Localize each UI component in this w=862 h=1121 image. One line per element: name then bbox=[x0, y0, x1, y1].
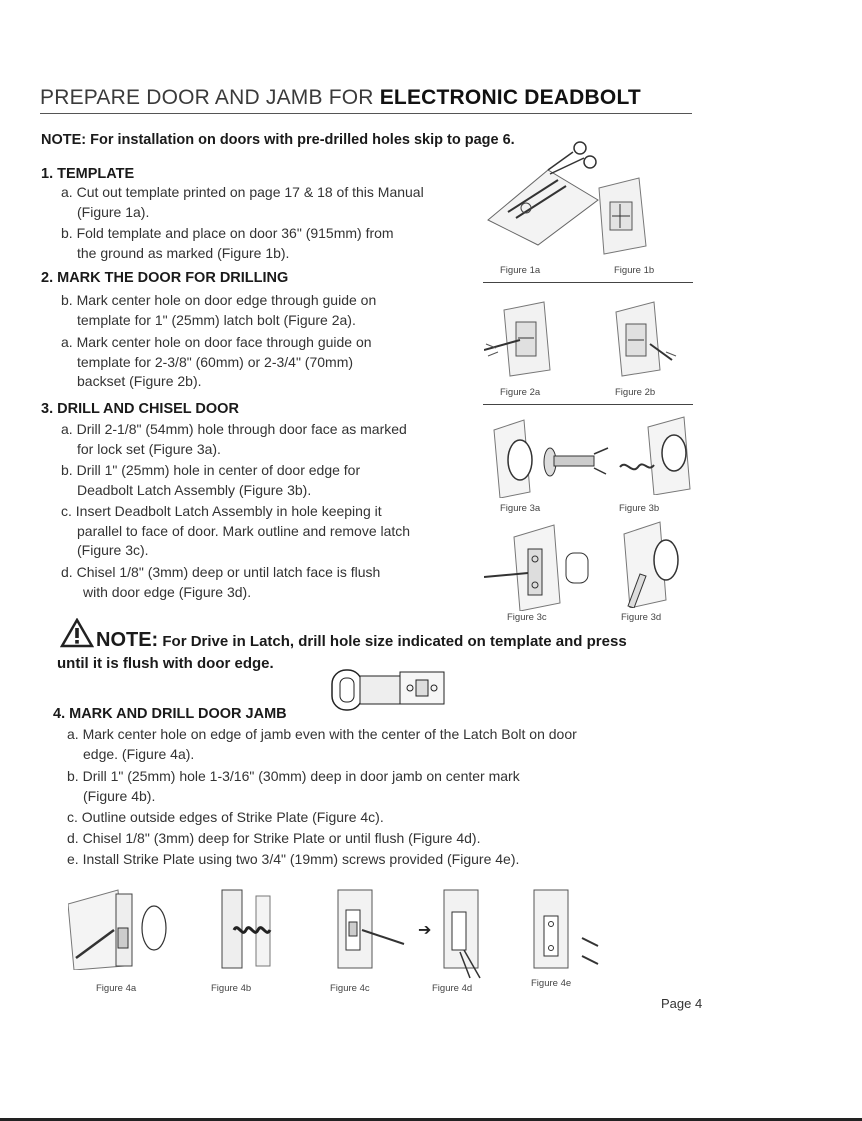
figure-1a-illustration bbox=[478, 140, 608, 252]
figure-4b-illustration bbox=[212, 886, 282, 970]
step-2b: b. Mark center hole on door edge through guide on template for 1" (25mm) latch bolt (Figure 2a). bbox=[61, 292, 377, 328]
figure-2b-caption: Figure 2b bbox=[615, 387, 656, 398]
step-3d: d. Chisel 1/8" (3mm) deep or until latch face is flush with door edge (Figure 3d). bbox=[61, 564, 381, 600]
section-template-heading: 1. TEMPLATE bbox=[41, 166, 135, 182]
step-4d: d. Chisel 1/8" (3mm) deep for Strike Plate or until flush (Figure 4d). bbox=[67, 830, 481, 846]
drive-in-latch-illustration bbox=[330, 664, 450, 714]
step-4a: a. Mark center hole on edge of jamb even with the center of the Latch Bolt on door edge. (Figure 4a). bbox=[67, 726, 577, 762]
step-3c: c. Insert Deadbolt Latch Assembly in hole keeping it parallel to face of door. Mark outline and remove latch (Figure 3c). bbox=[61, 503, 411, 558]
warning-icon bbox=[60, 618, 94, 648]
page-number: Page 4 bbox=[661, 996, 703, 1011]
figure-2b-illustration bbox=[610, 300, 680, 378]
step-4c: c. Outline outside edges of Strike Plate (Figure 4c). bbox=[67, 809, 384, 825]
figure-3b-illustration bbox=[618, 415, 698, 495]
figure-4a-illustration bbox=[68, 884, 178, 970]
divider bbox=[483, 282, 693, 283]
figure-3a-caption: Figure 3a bbox=[500, 503, 541, 514]
warning-note-line1: NOTE: For Drive in Latch, drill hole size indicated on template and press bbox=[96, 629, 627, 651]
figure-3a-illustration bbox=[490, 418, 610, 498]
figure-2a-caption: Figure 2a bbox=[500, 387, 541, 398]
figure-4d-illustration bbox=[436, 886, 492, 982]
step-4b: b. Drill 1" (25mm) hole 1-3/16" (30mm) deep in door jamb on center mark (Figure 4b). bbox=[67, 768, 520, 804]
figure-4e-illustration bbox=[526, 886, 606, 972]
page-title: PREPARE DOOR AND JAMB FOR ELECTRONIC DEADBOLT bbox=[40, 86, 692, 114]
section-mark-door-heading: 2. MARK THE DOOR FOR DRILLING bbox=[41, 270, 289, 286]
step-4e: e. Install Strike Plate using two 3/4" (19mm) screws provided (Figure 4e). bbox=[67, 851, 520, 867]
step-1a: a. Cut out template printed on page 17 & 18 of this Manual (Figure 1a). bbox=[61, 184, 424, 220]
figure-3d-illustration bbox=[620, 520, 692, 608]
step-3a: a. Drill 2-1/8" (54mm) hole through door face as marked for lock set (Figure 3a). bbox=[61, 421, 407, 457]
figure-4a-caption: Figure 4a bbox=[96, 983, 137, 994]
figure-4d-caption: Figure 4d bbox=[432, 983, 473, 994]
figure-2a-illustration bbox=[484, 298, 564, 378]
step-2a: a. Mark center hole on door face through guide on template for 2-3/8" (60mm) or 2-3/4" (70mm) backset (Figure 2b). bbox=[61, 334, 372, 389]
warning-note-line2: until it is flush with door edge. bbox=[57, 655, 274, 672]
step-1b: b. Fold template and place on door 36" (915mm) from the ground as marked (Figure 1b). bbox=[61, 225, 394, 261]
figure-4c-illustration bbox=[330, 886, 410, 970]
arrow-right-icon: ➔ bbox=[418, 922, 432, 939]
section-drill-chisel-heading: 3. DRILL AND CHISEL DOOR bbox=[41, 401, 239, 417]
figure-1a-caption: Figure 1a bbox=[500, 265, 541, 276]
figure-4c-caption: Figure 4c bbox=[330, 983, 370, 994]
figure-3b-caption: Figure 3b bbox=[619, 503, 660, 514]
note-predrilled: NOTE: For installation on doors with pre-drilled holes skip to page 6. bbox=[41, 132, 515, 148]
figure-1b-illustration bbox=[594, 176, 654, 256]
divider bbox=[483, 404, 693, 405]
figure-4b-caption: Figure 4b bbox=[211, 983, 252, 994]
figure-3c-illustration bbox=[484, 523, 594, 611]
step-3b: b. Drill 1" (25mm) hole in center of door edge for Deadbolt Latch Assembly (Figure 3b). bbox=[61, 462, 361, 498]
figure-4e-caption: Figure 4e bbox=[531, 978, 572, 989]
figure-1b-caption: Figure 1b bbox=[614, 265, 655, 276]
figure-3d-caption: Figure 3d bbox=[621, 612, 662, 623]
section-mark-jamb-heading: 4. MARK AND DRILL DOOR JAMB bbox=[53, 706, 287, 722]
figure-3c-caption: Figure 3c bbox=[507, 612, 547, 623]
